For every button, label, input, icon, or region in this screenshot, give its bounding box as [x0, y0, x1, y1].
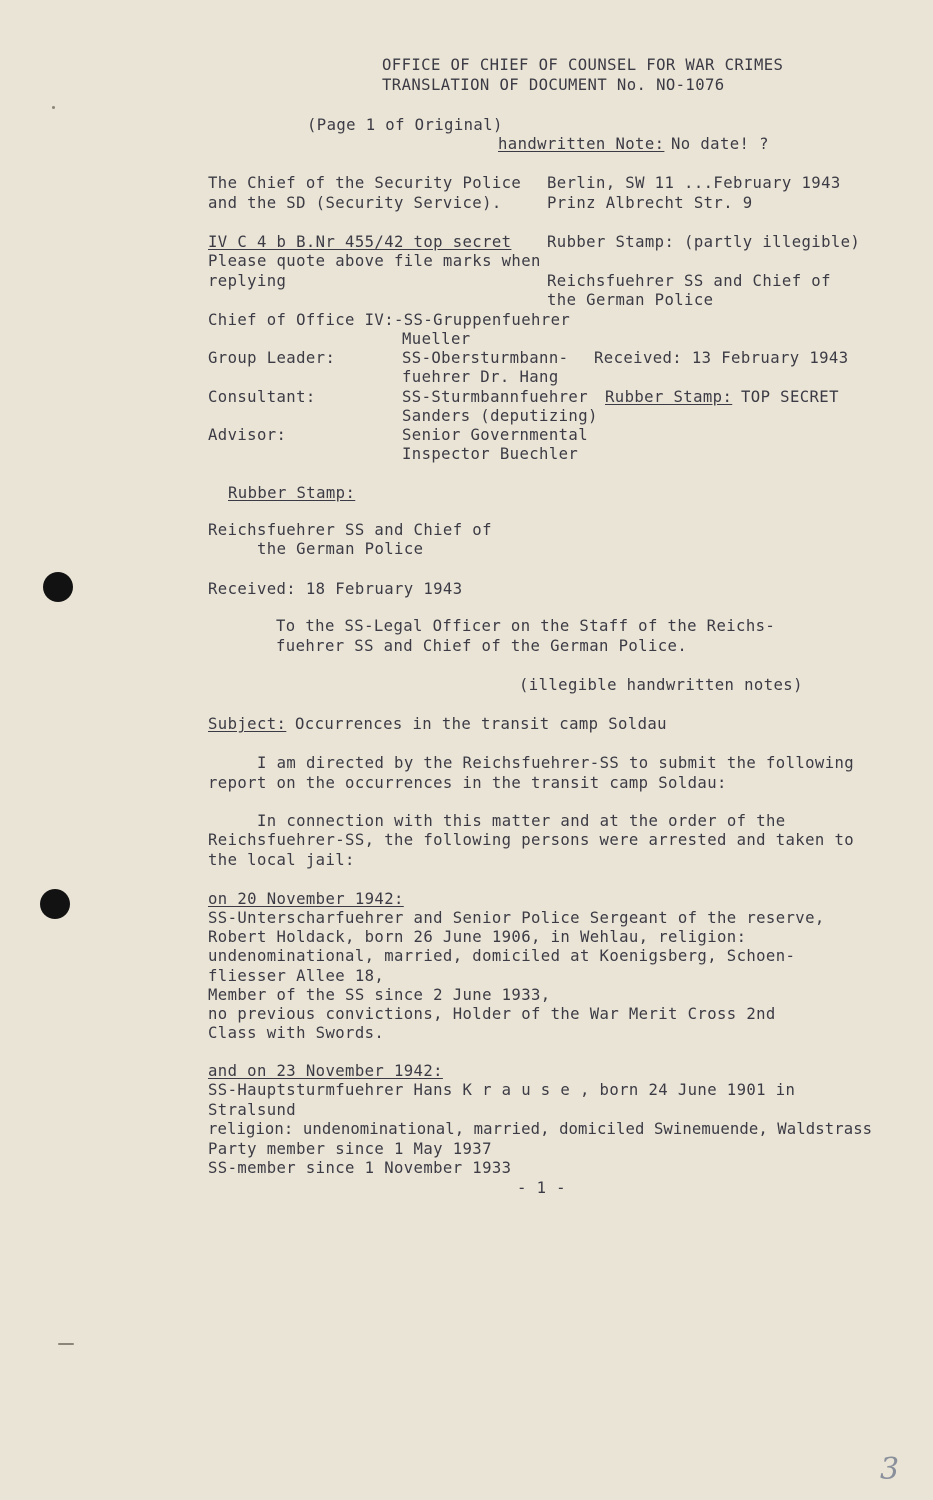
advisor-line-2: Inspector Buechler — [402, 445, 579, 463]
subject-text: Occurrences in the transit camp Soldau — [295, 715, 667, 733]
entry-2-line: Party member since 1 May 1937 — [208, 1140, 492, 1158]
stamp-label-partly-illegible: Rubber Stamp: (partly illegible) — [547, 233, 861, 251]
page-number: - 1 - — [517, 1179, 566, 1197]
rubber-stamp-line-2: the German Police — [257, 540, 424, 558]
entry-1-line: Member of the SS since 2 June 1933, — [208, 986, 551, 1004]
entry-2-line: religion: undenominational, married, domiciled Swinemuende, Waldstrass — [208, 1120, 873, 1138]
rubber-stamp-line-1: Reichsfuehrer SS and Chief of — [208, 521, 492, 539]
entry-1-line: Class with Swords. — [208, 1024, 385, 1042]
entry-2-line: Stralsund — [208, 1101, 297, 1119]
group-leader-line-1: SS-Obersturmbann- — [402, 349, 569, 367]
punch-hole-top — [43, 572, 73, 602]
paper-mark — [58, 1343, 74, 1345]
advisor-line-1: Senior Governmental — [402, 426, 588, 444]
received-date-2: Received: 18 February 1943 — [208, 580, 463, 598]
entry-2-line: SS-Hauptsturmfuehrer Hans K r a u s e , born 24 June 1901 in — [208, 1081, 796, 1099]
header-line-2: TRANSLATION OF DOCUMENT No. NO-1076 — [382, 76, 725, 94]
paragraph-2-line-1: In connection with this matter and at the order of the — [257, 812, 786, 830]
handwritten-note-label: handwritten Note: — [498, 135, 665, 153]
addressee-line-1: To the SS-Legal Officer on the Staff of the Reichs- — [276, 617, 776, 635]
page-reference: (Page 1 of Original) — [307, 116, 503, 134]
paragraph-1-line-2: report on the occurrences in the transit camp Soldau: — [208, 774, 727, 792]
consultant-label: Consultant: — [208, 388, 316, 406]
top-secret-stamp-label: Rubber Stamp: — [605, 388, 733, 406]
advisor-label: Advisor: — [208, 426, 287, 444]
quote-instruction-line-1: Please quote above file marks when — [208, 252, 541, 270]
consultant-line-2: Sanders (deputizing) — [402, 407, 598, 425]
file-reference: IV C 4 b B.Nr 455/42 top secret — [208, 233, 512, 251]
entry-1-line: no previous convictions, Holder of the War Merit Cross 2nd — [208, 1005, 776, 1023]
entry-1-line: undenominational, married, domiciled at Koenigsberg, Schoen- — [208, 947, 796, 965]
entry-1-line: Robert Holdack, born 26 June 1906, in Wehlau, religion: — [208, 928, 747, 946]
received-date-1: Received: 13 February 1943 — [594, 349, 849, 367]
group-leader-label: Group Leader: — [208, 349, 336, 367]
entry-1-line: fliesser Allee 18, — [208, 967, 385, 985]
handwritten-page-number: 3 — [880, 1452, 900, 1487]
place-date-line-2: Prinz Albrecht Str. 9 — [547, 194, 753, 212]
header-line-1: OFFICE OF CHIEF OF COUNSEL FOR WAR CRIMES — [382, 56, 784, 74]
subject-label: Subject: — [208, 715, 287, 733]
entry-2-line: SS-member since 1 November 1933 — [208, 1159, 512, 1177]
group-leader-line-2: fuehrer Dr. Hang — [402, 368, 559, 386]
quote-instruction-line-2: replying — [208, 272, 287, 290]
punch-hole-bottom — [40, 889, 70, 919]
addressee-line-2: fuehrer SS and Chief of the German Police. — [276, 637, 688, 655]
place-date-line-1: Berlin, SW 11 ...February 1943 — [547, 174, 841, 192]
chief-of-office-line: Chief of Office IV:-SS-Gruppenfuehrer — [208, 311, 571, 329]
sender-line-2: and the SD (Security Service). — [208, 194, 502, 212]
paragraph-1-line-1: I am directed by the Reichsfuehrer-SS to submit the following — [257, 754, 855, 772]
stamp-text-line-2: the German Police — [547, 291, 714, 309]
entry-2-date: and on 23 November 1942: — [208, 1062, 443, 1080]
entry-1-date: on 20 November 1942: — [208, 890, 404, 908]
paragraph-2-line-2: Reichsfuehrer-SS, the following persons were arrested and taken to — [208, 831, 855, 849]
consultant-line-1: SS-Sturmbannfuehrer — [402, 388, 588, 406]
stamp-text-line-1: Reichsfuehrer SS and Chief of — [547, 272, 831, 290]
handwritten-note-text: No date! ? — [671, 135, 769, 153]
illegible-notes: (illegible handwritten notes) — [519, 676, 803, 694]
chief-of-office-name: Mueller — [402, 330, 471, 348]
paragraph-2-line-3: the local jail: — [208, 851, 355, 869]
top-secret-stamp-text: TOP SECRET — [741, 388, 839, 406]
sender-line-1: The Chief of the Security Police — [208, 174, 522, 192]
paper-mark — [52, 106, 55, 109]
rubber-stamp-label: Rubber Stamp: — [228, 484, 356, 502]
entry-1-line: SS-Unterscharfuehrer and Senior Police Sergeant of the reserve, — [208, 909, 825, 927]
